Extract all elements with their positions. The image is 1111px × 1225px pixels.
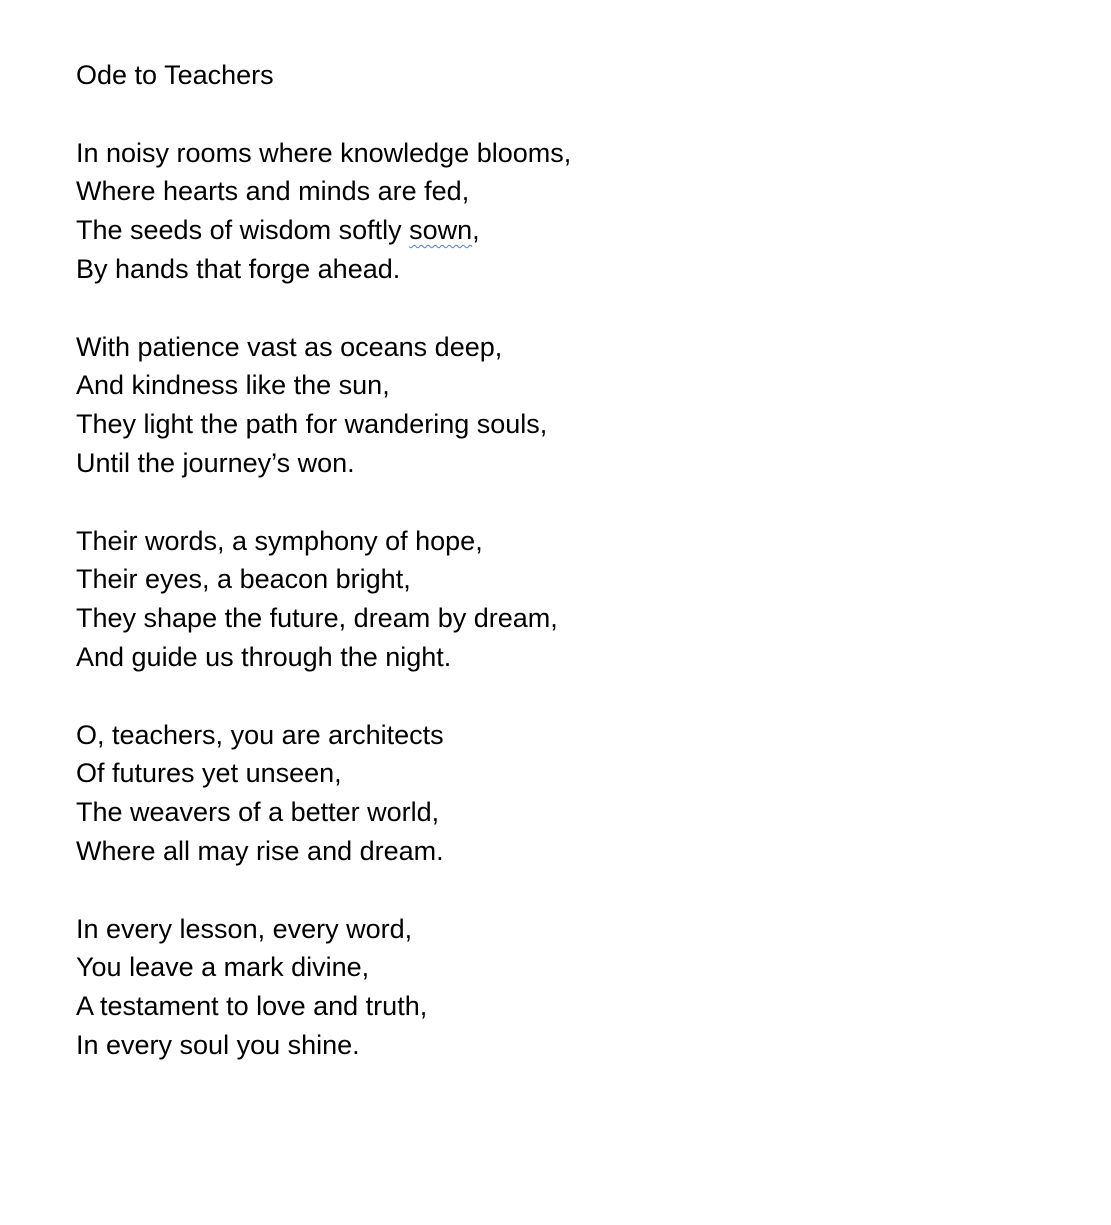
poem-line: A testament to love and truth, [76,991,428,1022]
poem-line-text: The seeds of wisdom softly [76,215,410,246]
blank-line [76,289,1076,328]
poem-line: With patience vast as oceans deep, [76,331,503,362]
poem-line: And kindness like the sun, [76,370,390,401]
poem-line: Of futures yet unseen, [76,758,342,789]
poem-line: By hands that forge ahead. [76,253,401,284]
blank-line [76,95,1076,134]
document-body[interactable] [76,56,1076,1065]
spellcheck-flagged-word[interactable]: sown [409,215,473,246]
poem-line: You leave a mark divine, [76,952,370,983]
poem-line: They light the path for wandering souls, [76,409,548,440]
stanza-1 [76,134,1076,289]
stanza-2 [76,328,1076,483]
poem-line: In every soul you shine. [76,1029,360,1060]
poem-line: Until the journey’s won. [76,447,355,478]
poem-line: Their eyes, a beacon bright, [76,564,411,595]
poem-line [76,211,1076,250]
poem-line: O, teachers, you are architects [76,719,444,750]
poem-line: They shape the future, dream by dream, [76,603,558,634]
poem-line: The weavers of a better world, [76,797,440,828]
poem-line: In every lesson, every word, [76,913,413,944]
stanza-3 [76,522,1076,677]
blank-line [76,483,1076,522]
blank-line [76,677,1076,716]
poem-title: Ode to Teachers [76,60,274,90]
poem-line: In noisy rooms where knowledge blooms, [76,137,572,168]
stanza-5 [76,910,1076,1065]
poem-line: Where hearts and minds are fed, [76,176,470,207]
poem-line-punctuation: , [472,215,480,246]
stanza-4 [76,716,1076,871]
poem-line: And guide us through the night. [76,641,452,672]
blank-line [76,871,1076,910]
poem-line: Where all may rise and dream. [76,835,444,866]
poem-line: Their words, a symphony of hope, [76,525,483,556]
